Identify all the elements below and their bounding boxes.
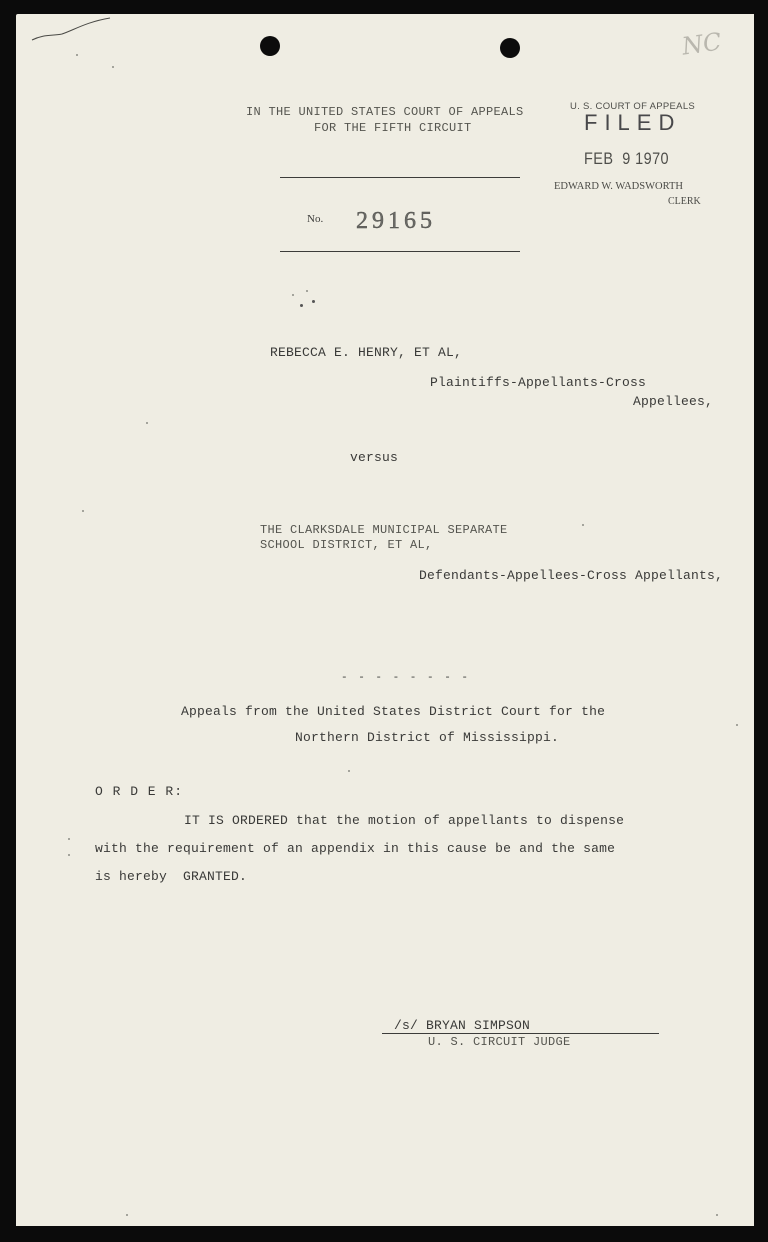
- plaintiff-role-line1: Plaintiffs-Appellants-Cross: [430, 375, 647, 390]
- pen-scratch-mark: [30, 16, 120, 56]
- signature-title: U. S. CIRCUIT JUDGE: [428, 1035, 571, 1049]
- defendant-name-line2: SCHOOL DISTRICT, ET AL,: [260, 538, 433, 552]
- signature-rule: [382, 1033, 659, 1034]
- case-number: 29165: [356, 208, 436, 234]
- stamp-court: U. S. COURT OF APPEALS: [570, 101, 696, 112]
- order-text-line1: IT IS ORDERED that the motion of appellants to dispense: [184, 813, 625, 828]
- signature-name: /s/ BRYAN SIMPSON: [394, 1018, 531, 1033]
- order-text-line3: is hereby GRANTED.: [95, 869, 248, 884]
- case-number-top-rule: [280, 177, 520, 178]
- stamp-filed: FILED: [584, 110, 682, 135]
- defendant-role: Defendants-Appellees-Cross Appellants,: [419, 568, 724, 583]
- punch-hole-left: [260, 36, 280, 56]
- punch-hole-right: [500, 38, 520, 58]
- versus-label: versus: [350, 450, 399, 465]
- court-heading-line2: FOR THE FIFTH CIRCUIT: [314, 121, 472, 135]
- stamp-clerk-name: EDWARD W. WADSWORTH: [554, 181, 683, 192]
- court-heading-line1: IN THE UNITED STATES COURT OF APPEALS: [246, 105, 524, 119]
- case-number-bottom-rule: [280, 251, 520, 252]
- case-number-label: No.: [307, 213, 324, 225]
- order-heading: O R D E R:: [95, 784, 184, 799]
- appeal-from-line1: Appeals from the United States District Court for the: [181, 704, 606, 719]
- defendant-name-line1: THE CLARKSDALE MUNICIPAL SEPARATE: [260, 523, 508, 537]
- document-page: [16, 14, 754, 1226]
- handwritten-note: NC: [680, 27, 724, 61]
- section-separator: - - - - - - - -: [341, 672, 471, 684]
- plaintiff-name: REBECCA E. HENRY, ET AL,: [270, 345, 463, 360]
- stamp-clerk-title: CLERK: [668, 196, 701, 207]
- order-text-line2: with the requirement of an appendix in this cause be and the same: [95, 841, 616, 856]
- appeal-from-line2: Northern District of Mississippi.: [295, 730, 560, 745]
- plaintiff-role-line2: Appellees,: [633, 394, 714, 409]
- stamp-date: FEB 9 1970: [584, 149, 670, 168]
